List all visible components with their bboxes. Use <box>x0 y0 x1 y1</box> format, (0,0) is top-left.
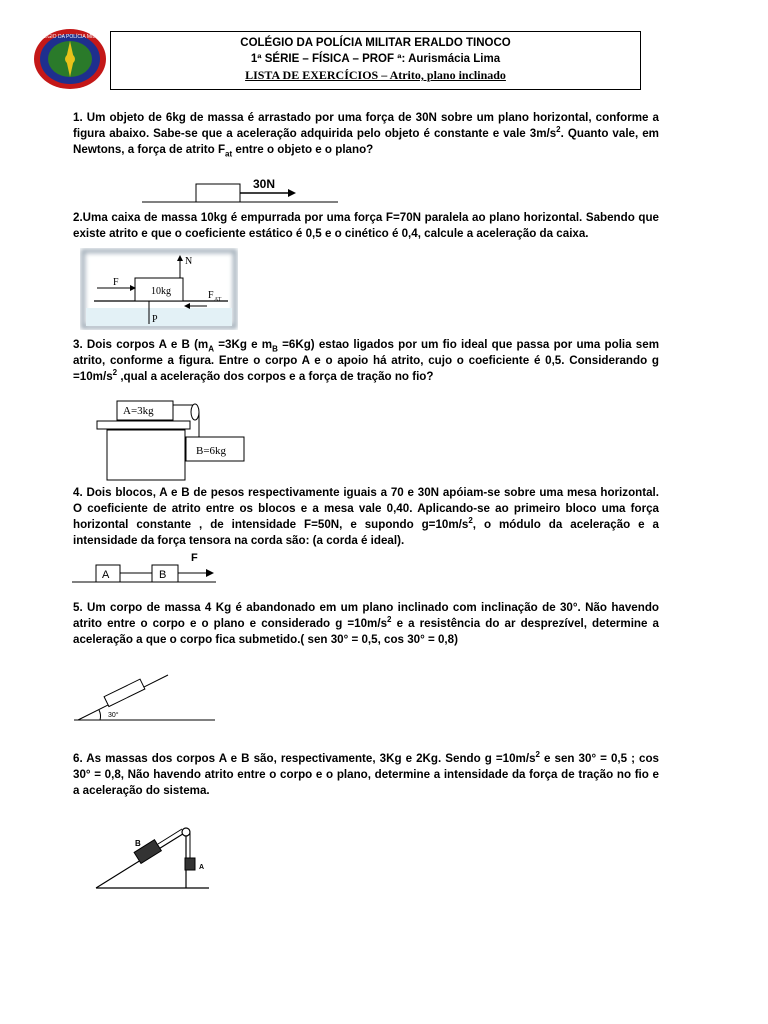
question-1: 1. Um objeto de 6kg de massa é arrastado por uma força de 30N sobre um plano horizontal, conforme a figura abaixo. Sabe-se que a aceleração adquirida pelo objeto é constante e vale $3m/s^2$. Quanto vale, em Newtons, a força de atrito $F_{at}$ entre o objeto e o plano? <box>73 111 659 159</box>
figure-q6 <box>76 808 226 908</box>
school-name: COLÉGIO DA POLÍCIA MILITAR ERALDO TINOCO <box>240 37 511 49</box>
normal-label: N <box>185 256 193 267</box>
figure-q3 <box>92 394 252 484</box>
block-b-label: B=6kg <box>196 445 227 457</box>
angle-label: 30° <box>108 712 119 719</box>
figure-q5 <box>72 668 217 726</box>
mass-label: 10kg <box>151 286 171 297</box>
force-label: 30N <box>253 177 276 191</box>
figure-q2 <box>80 248 238 330</box>
block-a-label: A <box>102 569 110 581</box>
friction-label: F <box>208 290 214 301</box>
question-5: 5. Um corpo de massa 4 Kg é abandonado em um plano inclinado com inclinação de 30°. Não havendo atrito entre o corpo e o plano e considerado $g =10m/s^2$ e a resistência do ar desprezível, determine a aceleração a que o corpo fica submetido.( sen 30° = 0,5, cos 30° = 0,8) <box>73 601 659 646</box>
school-logo <box>33 28 107 90</box>
question-2: 2.Uma caixa de massa 10kg é empurrada por uma força F=70N paralela ao plano horizontal. Sabendo que existe atrito e que o coeficiente estático é 0,5 e o cinético é 0,4, calcule a aceleração da caixa. <box>73 211 659 240</box>
block-a-label: A <box>199 864 205 871</box>
class-info: 1ª SÉRIE – FÍSICA – PROF ª: Aurismácia Lima <box>250 53 501 65</box>
list-title: LISTA DE EXERCÍCIOS – Atrito, plano inclinado <box>245 68 506 82</box>
block-a-label: A=3kg <box>123 405 154 417</box>
question-3: 3. Dois corpos A e B ($m_A =3Kg$ e $m_B =6Kg$) estao ligados por um fio ideal que passa por uma polia sem atrito, conforme a figura. Entre o corpo A e o apoio há atrito, cujo o coeficiente é 0,5. Considerando $g =10m/s^2$ ,qual a aceleração dos corpos e a força de tração no fio? <box>73 338 660 383</box>
figure-q4 <box>70 550 220 586</box>
force-label: F <box>191 552 198 564</box>
figure-q1 <box>140 174 340 206</box>
question-4: 4. Dois blocos, A e B de pesos respectivamente iguais a 70 e 30N apóiam-se sobre uma mesa horizontal. O coeficiente de atrito entre os blocos e a mesa vale 0,40. Aplicando-se ao primeiro bloco uma força horizontal constante , de intensidade F=50N, e supondo $g=10m/s^2$, o módulo da aceleração e a intensidade da força tensora na corda são: (a corda é ideal). <box>73 486 659 547</box>
header-box <box>110 31 641 90</box>
block-b-label: B <box>135 839 141 848</box>
logo-text: COLÉGIO DA POLÍCIA MILITAR <box>33 34 107 40</box>
force-f-label: F <box>113 277 119 288</box>
question-6: 6. As massas dos corpos A e B são, respectivamente, 3Kg e 2Kg. Sendo $g =10m/s^2$ e sen 30° = 0,5 ; cos 30° = 0,8, Não havendo atrito entre o corpo e o plano, determine a intensidade da força de tração no fio e a aceleração do sistema. <box>73 750 660 797</box>
block-b-label: B <box>159 569 167 581</box>
friction-sub-label: AT <box>214 297 222 303</box>
weight-label: P <box>152 314 158 325</box>
